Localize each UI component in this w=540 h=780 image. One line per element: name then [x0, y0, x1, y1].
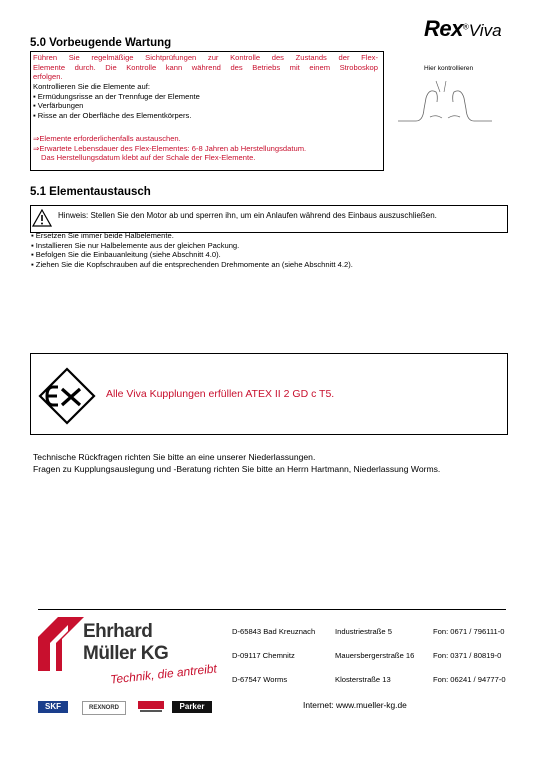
branch-street: Klosterstraße 13: [335, 675, 391, 684]
diagram-label: Hier kontrollieren: [424, 65, 474, 72]
branch-phone: Fon: 06241 / 94777-0: [433, 675, 506, 684]
branch-row: [232, 675, 506, 699]
contact-paragraph: [33, 452, 440, 475]
check-item: ▪ Ermüdungsrisse an der Trennfuge der Elemente: [33, 91, 200, 101]
action-date-note: Das Herstellungsdatum klebt auf der Schale der Flex-Elemente.: [41, 153, 256, 163]
action-replace: ⇒Elemente erforderlichenfalls austauschen.: [33, 134, 181, 143]
check-item: ▪ Risse an der Oberfläche des Elementkörpers.: [33, 110, 192, 120]
warning-icon: [32, 209, 52, 232]
branch-phone: Fon: 0671 / 796111-0: [433, 627, 505, 636]
internet-link[interactable]: Internet: www.mueller-kg.de: [303, 700, 407, 710]
branch-street: Mauersbergerstraße 16: [335, 651, 415, 660]
branch-phone: Fon: 0371 / 80819-0: [433, 651, 502, 660]
branch-city: D-09117 Chemnitz: [232, 651, 295, 660]
footer-divider: [38, 609, 506, 610]
inspection-diagram: [390, 58, 500, 138]
branch-city: D-65843 Bad Kreuznach: [232, 627, 316, 636]
company-name-2: Müller KG: [83, 643, 169, 664]
step-item: ▪ Ersetzen Sie immer beide Halbelemente.: [31, 231, 174, 240]
partner-logo-rexnord: REXNORD: [82, 701, 126, 715]
partner-logo-flender: [136, 700, 166, 714]
branch-row: [232, 627, 506, 651]
partner-logo-parker: Parker: [172, 701, 212, 713]
atex-text: Alle Viva Kupplungen erfüllen ATEX II 2 GD c T5.: [106, 388, 335, 400]
ex-icon: [36, 365, 98, 432]
contact-line-2: Fragen zu Kupplungsauslegung und -Beratung richten Sie bitte an Herrn Hartmann, Niederlassung Worms.: [33, 463, 441, 474]
step-item: ▪ Ziehen Sie die Kopfschrauben auf die entsprechenden Drehmomente an (siehe Abschnitt 4.2).: [31, 259, 353, 269]
check-item: ▪ Verfärbungen: [33, 101, 84, 111]
intro-line-3: erfolgen.: [33, 72, 63, 82]
company-logo-mark: [38, 617, 88, 671]
check-list: [33, 82, 200, 120]
logo-viva: Viva: [468, 21, 502, 40]
partner-logo-skf: SKF: [38, 701, 68, 713]
maintenance-actions: [33, 134, 306, 163]
logo-registered-mark: ®: [462, 22, 469, 32]
section-title-5-1: 5.1 Elementaustausch: [30, 186, 151, 198]
action-lifetime: ⇒Erwartete Lebensdauer des Flex-Elementes: 6-8 Jahren ab Herstellungsdatum.: [33, 143, 307, 153]
intro-line-1: Führen Sie regelmäßige Sichtprüfungen zur Kontrolle des Zustands der Flex-: [33, 53, 378, 62]
warning-text: Hinweis: Stellen Sie den Motor ab und sperren ihn, um ein Anlaufen während des Einbaus auszuschließen.: [58, 211, 437, 220]
step-item: ▪ Befolgen Sie die Einbauanleitung (siehe Abschnitt 4.0).: [31, 250, 221, 260]
intro-line-2: Elemente durch. Die Kontrolle kann während des Betriebs mit einem Stroboskop: [33, 62, 378, 72]
company-logo: [38, 617, 88, 676]
section-title-5-0: 5.0 Vorbeugende Wartung: [30, 37, 172, 49]
contact-line-1: Technische Rückfragen richten Sie bitte an eine unserer Niederlassungen.: [33, 452, 316, 462]
logo-rex: Rex: [424, 16, 463, 41]
branch-street: Industriestraße 5: [335, 627, 392, 636]
branches-table: [232, 627, 506, 699]
step-item: ▪ Installieren Sie nur Halbelemente aus der gleichen Packung.: [31, 240, 240, 250]
branch-row: [232, 651, 506, 675]
branch-city: D-67547 Worms: [232, 675, 288, 684]
rex-viva-logo: [424, 16, 502, 42]
maintenance-intro: [33, 53, 378, 82]
check-heading: Kontrollieren Sie die Elemente auf:: [33, 82, 150, 91]
company-slogan: Technik, die antreibt: [109, 661, 218, 687]
replacement-steps: [31, 231, 353, 269]
company-name-1: Ehrhard: [83, 621, 153, 642]
